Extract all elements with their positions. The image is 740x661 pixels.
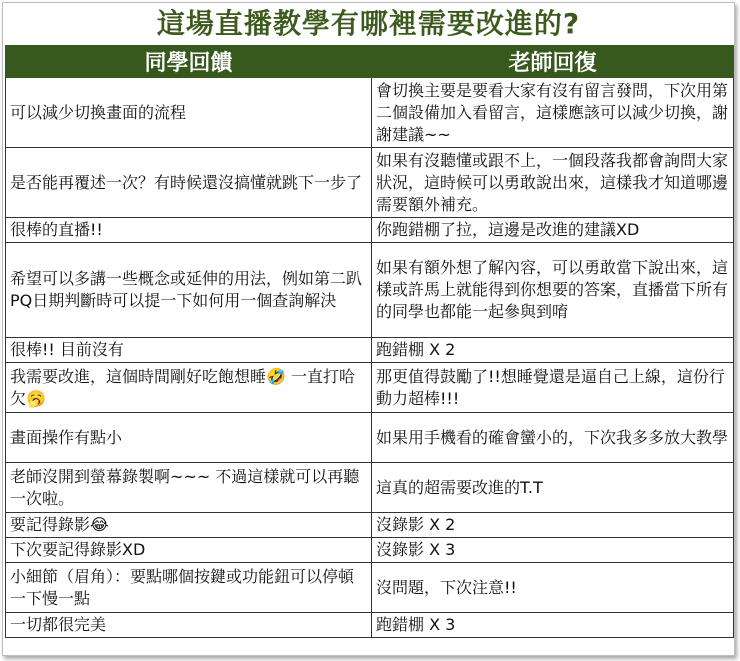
table-row [6, 613, 734, 638]
teacher-reply-cell: 跑錯棚 X 3 [372, 613, 734, 638]
table-row [6, 538, 734, 563]
student-feedback-cell: 我需要改進，這個時間剛好吃飽想睡🤣 一直打哈欠🥱 [6, 363, 372, 413]
teacher-reply-cell: 這真的超需要改進的T.T [372, 463, 734, 513]
student-feedback-header: 同學回饋 [6, 46, 372, 78]
teacher-reply-cell: 如果有沒聽懂或跟不上，一個段落我都會詢問大家狀況，這時候可以勇敢說出來，這樣我才知道哪邊需要額外補充。 [372, 148, 734, 218]
teacher-reply-cell: 如果用手機看的確會蠻小的，下次我多多放大教學 [372, 413, 734, 463]
student-feedback-cell: 畫面操作有點小 [6, 413, 372, 463]
student-feedback-cell: 可以減少切換畫面的流程 [6, 78, 372, 148]
student-feedback-cell: 一切都很完美 [6, 613, 372, 638]
teacher-reply-cell: 會切換主要是要看大家有沒有留言發問，下次用第二個設備加入看留言，這樣應該可以減少切換，謝謝建議~~ [372, 78, 734, 148]
table-header-row [6, 46, 734, 78]
teacher-reply-cell: 沒錄影 X 3 [372, 538, 734, 563]
table-row [6, 513, 734, 538]
table-body [6, 78, 734, 638]
student-feedback-cell: 希望可以多講一些概念或延伸的用法，例如第二趴PQ日期判斷時可以提一下如何用一個查詢解決 [6, 243, 372, 338]
table-row [6, 243, 734, 338]
teacher-reply-cell: 跑錯棚 X 2 [372, 338, 734, 363]
table-row [6, 78, 734, 148]
teacher-reply-cell: 沒錄影 X 2 [372, 513, 734, 538]
teacher-reply-cell: 沒問題，下次注意!! [372, 563, 734, 613]
teacher-reply-header: 老師回復 [372, 46, 734, 78]
student-feedback-cell: 很棒的直播!! [6, 218, 372, 243]
table-row [6, 413, 734, 463]
student-feedback-cell: 是否能再覆述一次？有時候還沒搞懂就跳下一步了 [6, 148, 372, 218]
table-row [6, 363, 734, 413]
table-row [6, 218, 734, 243]
student-feedback-cell: 小細節（眉角）：要點哪個按鍵或功能鈕可以停頓一下慢一點 [6, 563, 372, 613]
teacher-reply-cell: 那更值得鼓勵了!!想睡覺還是逼自己上線，這份行動力超棒!!! [372, 363, 734, 413]
page-title: 這場直播教學有哪裡需要改進的? [156, 7, 581, 40]
student-feedback-cell: 下次要記得錄影XD [6, 538, 372, 563]
teacher-reply-cell: 你跑錯棚了拉，這邊是改進的建議XD [372, 218, 734, 243]
table-row [6, 463, 734, 513]
student-feedback-cell: 老師沒開到螢幕錄製啊~~~ 不過這樣就可以再聽一次啦。 [6, 463, 372, 513]
student-feedback-cell: 要記得錄影😂 [6, 513, 372, 538]
feedback-card [2, 2, 735, 656]
table-row [6, 338, 734, 363]
table-row [6, 563, 734, 613]
table-row [6, 148, 734, 218]
student-feedback-cell: 很棒!! 目前沒有 [6, 338, 372, 363]
teacher-reply-cell: 如果有額外想了解內容，可以勇敢當下說出來，這樣或許馬上就能得到你想要的答案，直播當下所有的同學也都能一起參與到唷 [372, 243, 734, 338]
feedback-table [5, 45, 734, 638]
